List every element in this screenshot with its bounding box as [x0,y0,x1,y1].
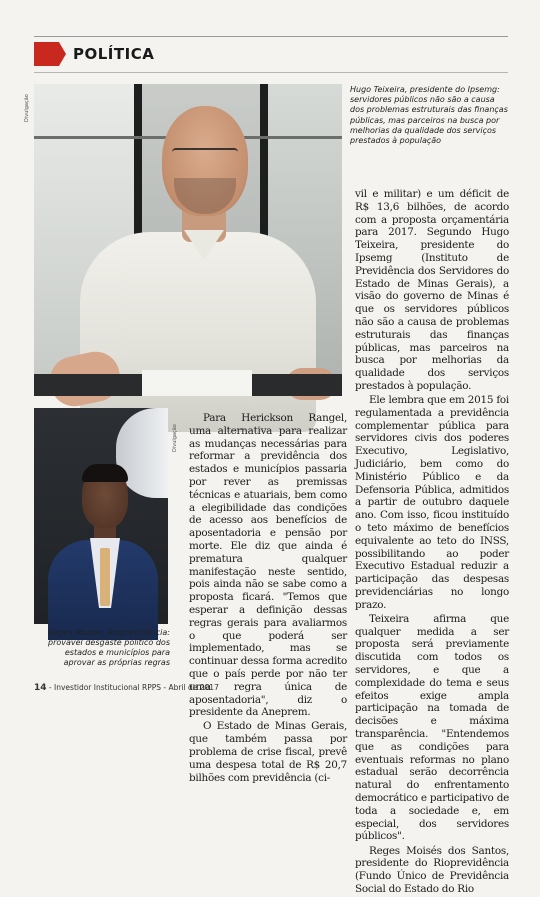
page-footer [34,683,219,693]
article-paragraph: Teixeira afirma que qualquer medida a ser proposta será previamente discutida com todos os servidores, e que a complexidade do tema e seus efeitos exige ampla participação na tomada de decisões e máxima transparência. "Entendemos que as condições para eventuais reformas no plano estadual serão decorrência natural do enfrentamento democrático e participativo de toda a sociedade e, em especial, dos servidores públicos". [355,612,509,843]
section-arrow-icon [34,42,66,66]
section-header [34,42,154,66]
top-rule [34,36,508,37]
photo-reges-moises [34,408,168,624]
publication-info: - Investidor Institucional RPPS - Abril de 2017 [48,683,219,692]
page-number: 14 [34,683,47,693]
article-paragraph: Ele lembra que em 2015 foi regulamentada a previdência complementar pública para servidores civis dos poderes Executivo, Legislativo, Judiciário, bem como do Ministério Público e da Defensoria Pública, admitidos a partir de outubro daquele ano. Com isso, ficou instituído o teto máximo de benefícios equivalente ao teto do INSS, possibilitando ao poder Executivo Estadual reduzir a participação das despesas previdenciárias no longo prazo. [355,394,509,611]
article-paragraph: Reges Moisés dos Santos, presidente do Rioprevidência (Fundo Único de Previdência Social do Estado do Rio [355,844,509,895]
photo-hugo-teixeira [34,84,342,396]
section-title: POLÍTICA [73,45,155,63]
article-paragraph: Para Herickson Rangel, uma alternativa para realizar as mudanças necessárias para reformar a previdência dos estados e municípios passaria por rever as premissas técnicas e atuariais, bem como a elegibilidade das condições de acesso aos benefícios de aposentadoria e pensão por morte. Ele diz que ainda é prematura qualquer manifestação neste sentido, pois ainda não se sabe como a proposta ficará. "Temos que esperar a definição dessas regras gerais para avaliarmos o que poderá ser implementado, mas se continuar dessa forma acredito que o país perde por não ter uma regra única de aposentadoria", diz o presidente da Aneprem. [189,412,347,719]
article-paragraph: O Estado de Minas Gerais, que também passa por problema de crise fiscal, prevê uma despesa total de R$ 20,7 bilhões com previdência (ci- [189,720,347,784]
article-column-middle [189,412,347,786]
photo-credit-main: Divulgação [24,94,30,122]
photo-caption-main: Hugo Teixeira, presidente do Ipsemg: servidores públicos não são a causa dos problemas estruturais das finanças públicas, mas parceiros na busca por melhorias da qualidade dos serviços prestados à população [350,85,508,146]
photo-caption-inset: Reges Moises, Rioprevidência: provável desgaste político dos estados e municípios para aprovar as próprias regras [48,628,170,667]
photo-credit-inset: Divulgação [172,424,178,452]
section-rule [34,72,508,73]
article-paragraph: vil e militar) e um déficit de R$ 13,6 bilhões, de acordo com a proposta orçamentária para 2017. Segundo Hugo Teixeira, presidente do Ipsemg (Instituto de Previdência dos Servidores do Estado de Minas Gerais), a visão do governo de Minas é que os servidores públicos não são a causa de problemas estruturais das finanças públicas, mas parceiros na busca por melhorias da qualidade dos serviços prestados à população. [355,188,509,392]
article-column-right [355,188,509,897]
